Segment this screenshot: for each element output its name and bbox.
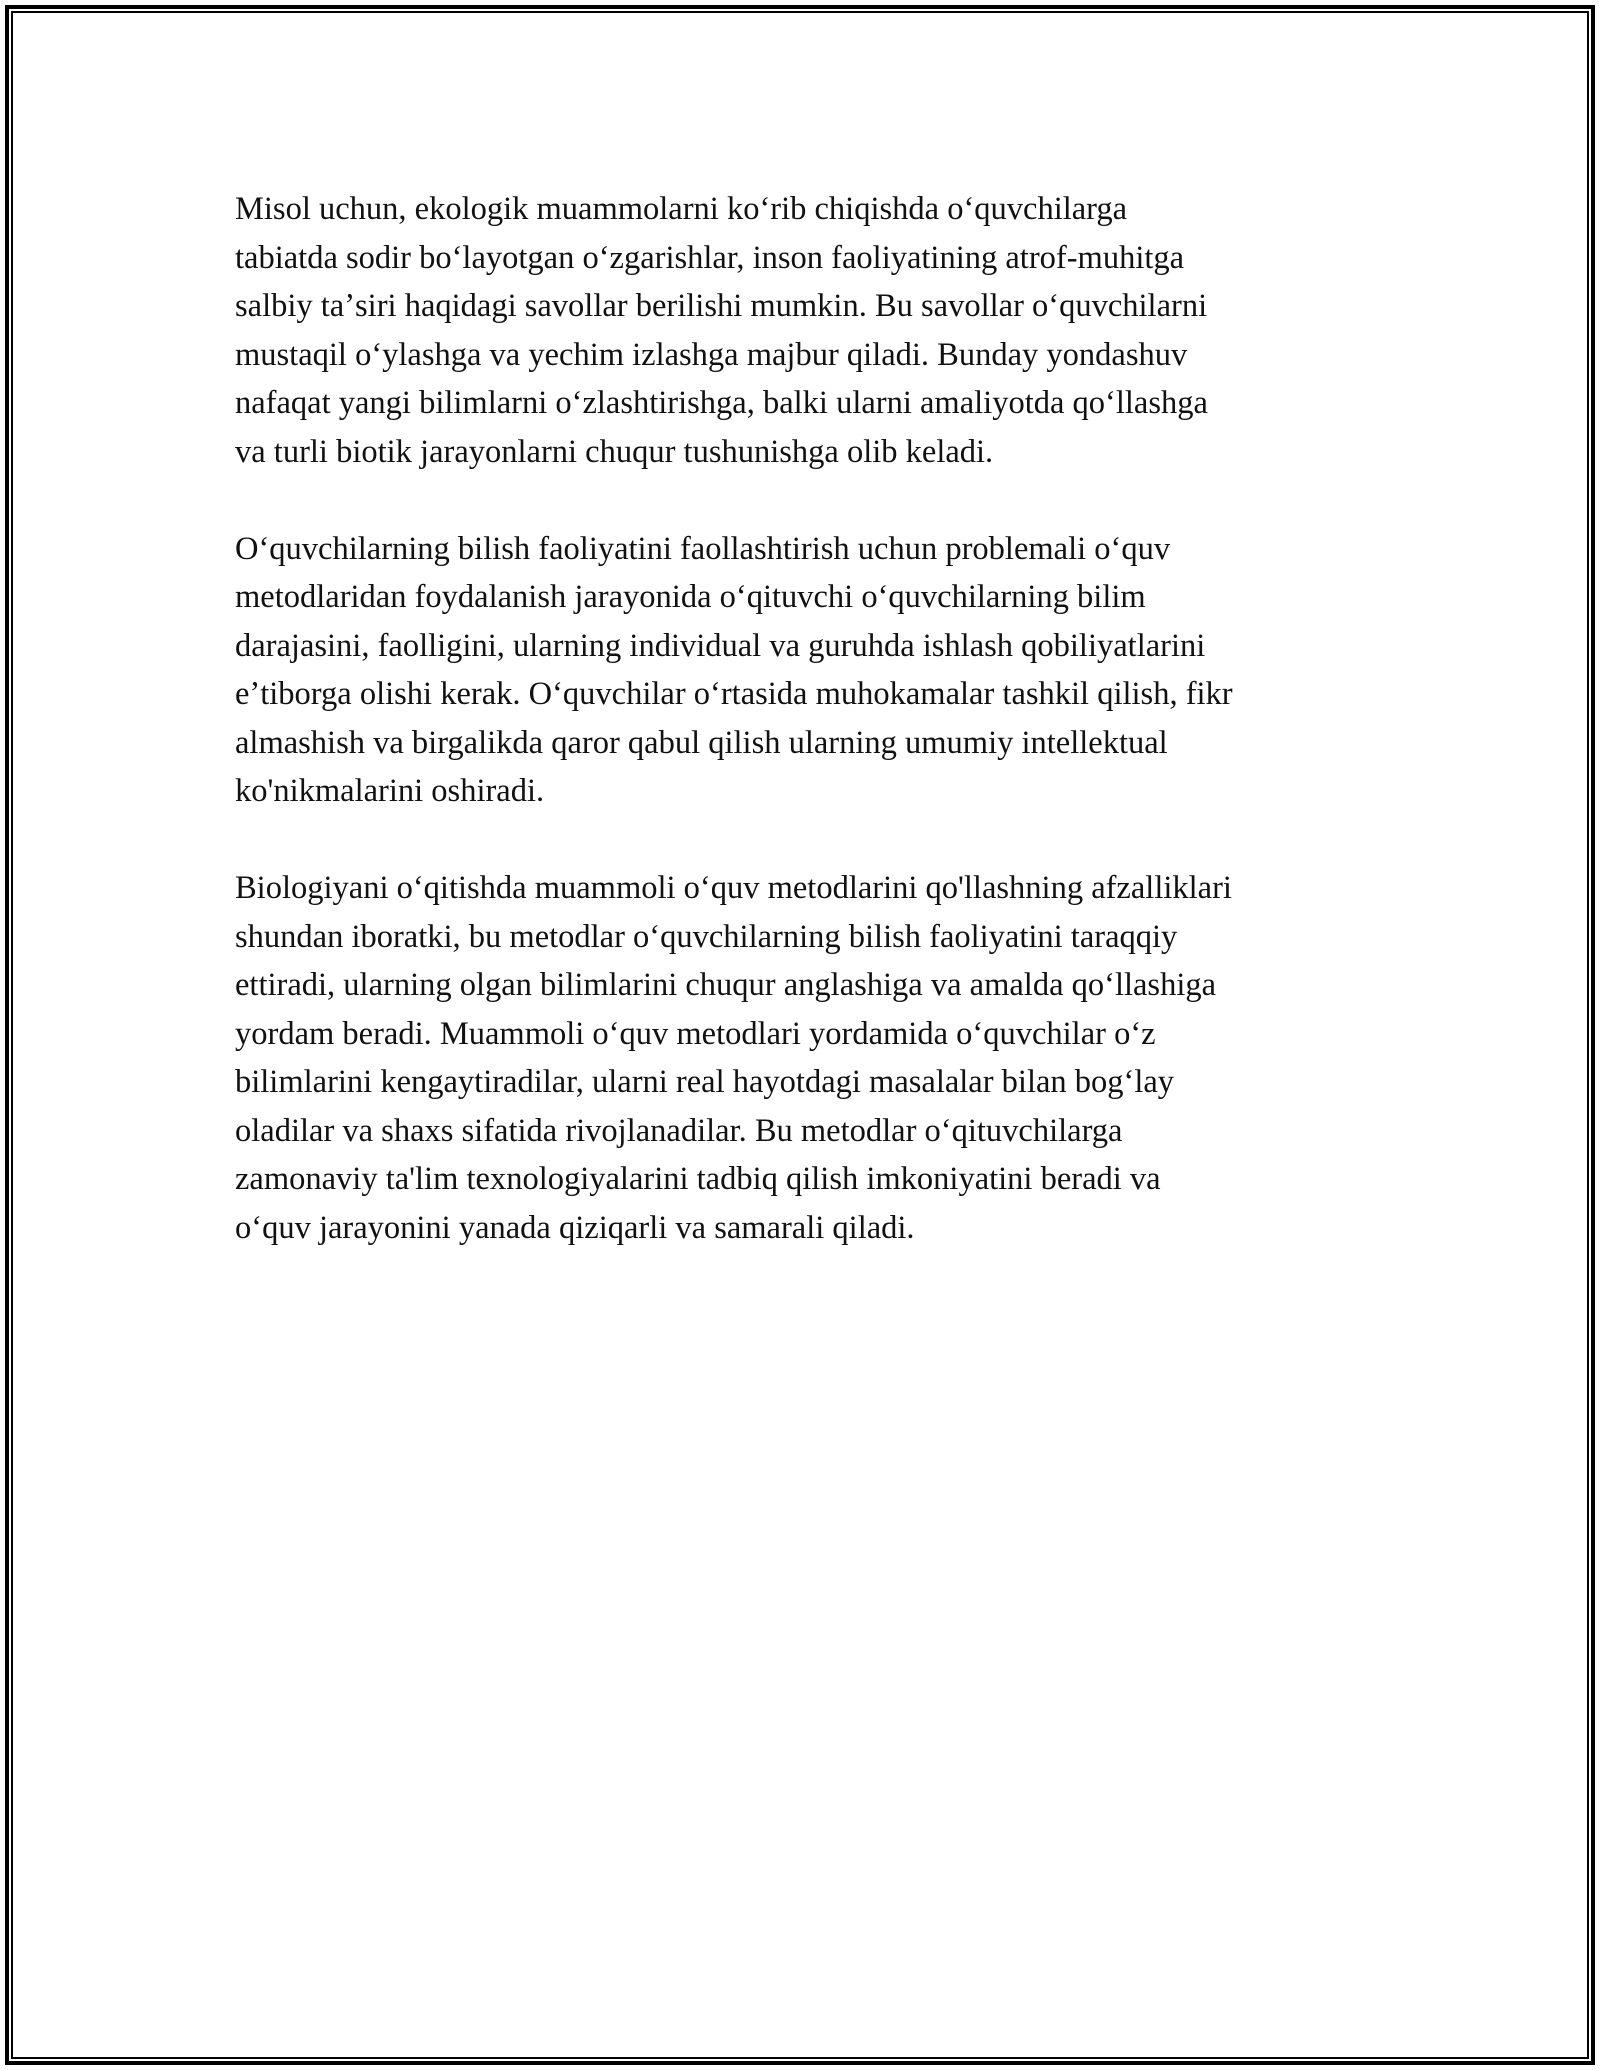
- paragraph-line: darajasini, faolligini, ularning individual va guruhda ishlash qobiliyatlarini: [235, 627, 1206, 664]
- paragraph-3: [235, 864, 1365, 1252]
- paragraph-line: oladilar va shaxs sifatida rivojlanadilar. Bu metodlar oʻqituvchilarga: [235, 1112, 1123, 1149]
- paragraph-line: oʻquv jarayonini yanada qiziqarli va samarali qiladi.: [235, 1209, 915, 1246]
- paragraph-line: mustaqil oʻylashga va yechim izlashga majbur qiladi. Bunday yondashuv: [235, 336, 1188, 373]
- paragraph-line: Misol uchun, ekologik muammolarni koʻrib chiqishda oʻquvchilarga: [235, 191, 1128, 227]
- paragraph-line: bilimlarini kengaytiradilar, ularni real hayotdagi masalalar bilan bogʻlay: [235, 1064, 1175, 1100]
- paragraph-line: zamonaviy ta'lim texnologiyalarini tadbiq qilish imkoniyatini beradi va: [235, 1161, 1161, 1197]
- paragraph-line: tabiatda sodir boʻlayotgan oʻzgarishlar, inson faoliyatining atrof-muhitga: [235, 239, 1185, 276]
- paragraph-line: yordam beradi. Muammoli oʻquv metodlari yordamida oʻquvchilar oʻz: [235, 1015, 1156, 1052]
- paragraph-line: ko'nikmalarini oshiradi.: [235, 773, 545, 809]
- paragraph-2: [235, 525, 1365, 816]
- paragraph-line: va turli biotik jarayonlarni chuqur tushunishga olib keladi.: [235, 433, 994, 470]
- paragraph-line: shundan iboratki, bu metodlar oʻquvchilarning bilish faoliyatini taraqqiy: [235, 918, 1178, 955]
- paragraph-line: Biologiyani oʻqitishda muammoli oʻquv metodlarini qo'llashning afzalliklari: [235, 870, 1232, 906]
- document-body: [235, 185, 1365, 1301]
- paragraph-1: [235, 185, 1365, 476]
- paragraph-line: nafaqat yangi bilimlarni oʻzlashtirishga, balki ularni amaliyotda qoʻllashga: [235, 385, 1208, 421]
- paragraph-line: ettiradi, ularning olgan bilimlarini chuqur anglashiga va amalda qoʻllashiga: [235, 967, 1217, 1003]
- paragraph-line: almashish va birgalikda qaror qabul qilish ularning umumiy intellektual: [235, 724, 1168, 761]
- paragraph-line: metodlaridan foydalanish jarayonida oʻqituvchi oʻquvchilarning bilim: [235, 579, 1146, 615]
- paragraph-line: eʼtiborga olishi kerak. Oʻquvchilar oʻrtasida muhokamalar tashkil qilish, fikr: [235, 676, 1233, 712]
- paragraph-line: salbiy taʼsiri haqidagi savollar berilishi mumkin. Bu savollar oʻquvchilarni: [235, 288, 1208, 324]
- paragraph-line: Oʻquvchilarning bilish faoliyatini faollashtirish uchun problemali oʻquv: [235, 530, 1171, 567]
